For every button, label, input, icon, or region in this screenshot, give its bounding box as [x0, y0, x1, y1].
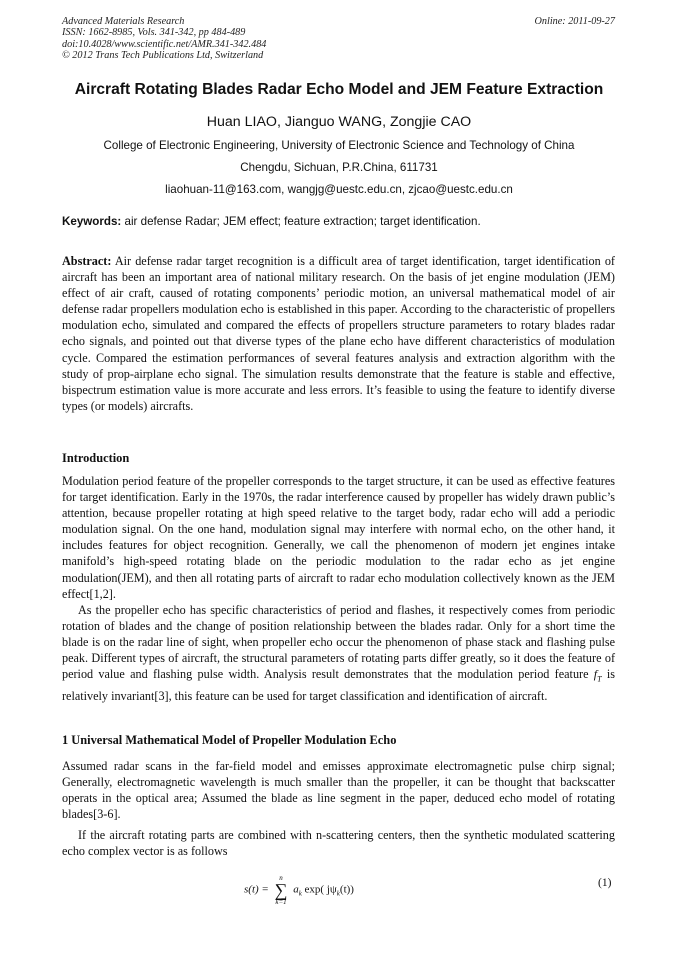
symbol-f: f — [593, 667, 598, 682]
equation-coefficient-sub: k — [298, 889, 302, 898]
section-1-heading: 1 Universal Mathematical Model of Propeller Modulation Echo — [62, 733, 397, 747]
doi-line: doi:10.4028/www.scientific.net/AMR.341-342.484 — [62, 38, 267, 50]
journal-name: Advanced Materials Research — [62, 16, 185, 27]
abstract-label: Abstract: — [62, 254, 112, 268]
symbol-sub-t: T — [597, 674, 602, 684]
introduction-body — [62, 473, 615, 704]
paper-title: Aircraft Rotating Blades Radar Echo Model and JEM Feature Extraction — [74, 81, 604, 98]
section-1-paragraph-2: If the aircraft rotating parts are combined with n-scattering centers, then the synthetic modulated scattering echo complex vector is as follows — [62, 828, 615, 859]
equation-1 — [244, 874, 354, 906]
sigma-glyph: ∑ — [274, 880, 288, 900]
keywords-label: Keywords: — [62, 215, 122, 228]
issn-line: ISSN: 1662-8985, Vols. 341-342, pp 484-489 — [62, 27, 246, 39]
equation-lhs: s(t) = — [244, 883, 269, 896]
introduction-paragraph-1: Modulation period feature of the propeller corresponds to the target structure, it can be used as effective features for target identification. Early in the 1970s, the radar interference caused by propeller has widely drawn public’s attention, because propeller rotating at high speed relative to the target body, radar echo will add a periodic modulation signal. On the one hand, modulation signal may interfere with normal echo, on the other hand, it includes features for object recognition. Generally, we call the phenomenon of modern jet engines intake manifold’s high-speed rotating blade on the periodic modulation to the radar echo as jet engine modulation(JEM), and then all rotating parts of aircraft to radar echo modulation collectively known as the JEM effect[1,2]. — [62, 474, 615, 601]
journal-metadata — [62, 16, 266, 62]
introduction-paragraph-2-text: As the propeller echo has specific characteristics of period and flashes, it respectively comes from periodic rotation of blades and the change of position relationship between the blades radar. Only for a short time the blade is on the radar line of sight, when propeller echo occur the phenomenon of phase stack and flashing pulse peak. Different types of aircraft, the structural parameters of rotating parts differ greatly, so it does the feature of period value and flashing pulse width. Analysis result demonstrates that the modulation period feature — [62, 602, 615, 682]
keywords-text: air defense Radar; JEM effect; feature extraction; target identification. — [124, 215, 481, 228]
equation-end: (t)) — [339, 883, 354, 896]
equation-phase-sub: k — [336, 889, 340, 898]
summation-icon — [275, 874, 288, 906]
affiliation-address: Chengdu, Sichuan, P.R.China, 611731 — [240, 161, 438, 174]
introduction-paragraph-2-tail: is relatively invariant[3], this feature can be used for target classification and identification of aircraft. — [62, 667, 616, 703]
equation-coefficient: a — [293, 883, 299, 896]
equation-number: (1) — [598, 877, 612, 889]
equation-exp: exp( jψ — [304, 883, 337, 896]
section-1-paragraph-1: Assumed radar scans in the far-field model and emisses approximate electromagnetic pulse chirp signal; Generally, electromagnetic wavelength is much smaller than the propeller, it can be thought that backscatter operats in the optical area; Assumed the blade as line segment in the paper, deduced echo model of rotating blades[3-6]. — [62, 759, 615, 822]
author-emails: liaohuan-11@163.com, wangjg@uestc.edu.cn, zjcao@uestc.edu.cn — [165, 183, 513, 196]
affiliation-line: College of Electronic Engineering, University of Electronic Science and Technology of China — [103, 139, 575, 152]
abstract — [62, 253, 615, 414]
introduction-paragraph-2 — [62, 602, 615, 704]
sum-lower-limit: k=1 — [275, 898, 287, 906]
paper-authors: Huan LIAO, Jianguo WANG, Zongjie CAO — [206, 114, 472, 130]
online-date: Online: 2011-09-27 — [534, 16, 615, 27]
copyright-line: © 2012 Trans Tech Publications Ltd, Switzerland — [62, 50, 264, 62]
sum-upper-limit: n — [279, 874, 283, 882]
introduction-heading: Introduction — [62, 451, 130, 465]
modulation-period-symbol — [593, 667, 602, 684]
keywords — [62, 215, 481, 228]
abstract-text: Air defense radar target recognition is a difficult area of target identification, target identification of aircraft has been an important area of national military research. On the basis of jet engine modulation (JEM) effect of air craft, caused of rotating components’ periodic motion, an universal mathematical model of air defense radar propellers modulation echo is established in this paper. According to the characteristic of propellers modulation echo, simulated and compared the effects of propellers structure parameters to rotary blades radar echo signals, and pointed out that diverse types of the plane echo have different characteristics of modulation cycle. Compared the estimation performances of several features analysis and extraction algorithm with the study of prop-airplane echo signal. The simulation results demonstrate that the feature is stable and effective, bispectrum estimation value is more accurate and less errors. It’s feasible to using the feature to identify diverse types (or models) aircrafts. — [62, 254, 615, 413]
section-1-body — [62, 758, 615, 860]
